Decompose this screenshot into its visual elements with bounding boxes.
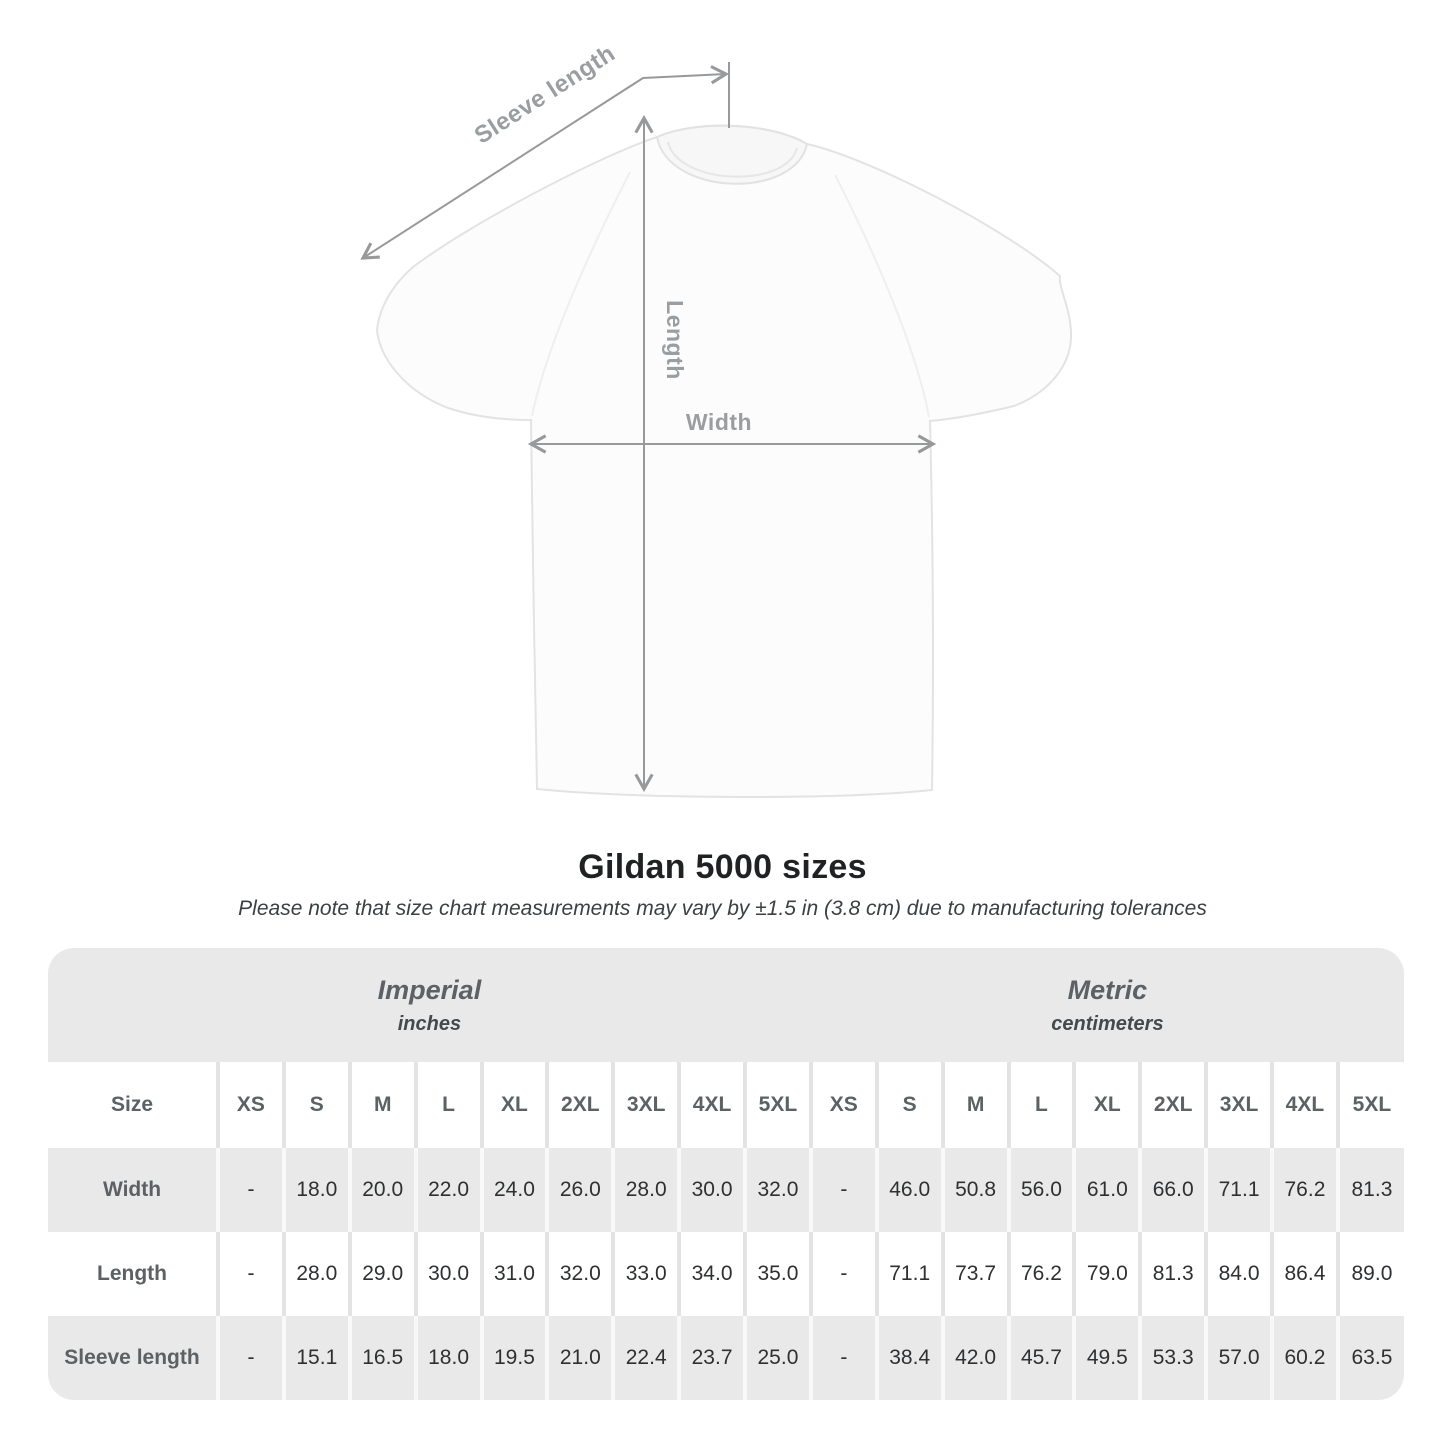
tolerance-note: Please note that size chart measurements may vary by ±1.5 in (3.8 cm) due to manufacturing tolerances bbox=[238, 897, 1207, 920]
imperial-value-cell: 32.0 bbox=[745, 1148, 811, 1232]
metric-value-cell: - bbox=[811, 1316, 877, 1400]
page-title: Gildan 5000 sizes bbox=[578, 848, 867, 886]
metric-value-cell: 46.0 bbox=[877, 1148, 943, 1232]
metric-value-cell: 81.3 bbox=[1140, 1232, 1206, 1316]
imperial-section-header bbox=[48, 948, 811, 1062]
imperial-unit: inches bbox=[397, 1012, 462, 1035]
metric-size-header-3xl: 3XL bbox=[1206, 1062, 1272, 1148]
imperial-value-cell: 34.0 bbox=[679, 1232, 745, 1316]
imperial-size-header-l: L bbox=[416, 1062, 482, 1148]
width-label: Width bbox=[685, 409, 753, 435]
size-column-header: Size bbox=[48, 1062, 218, 1148]
imperial-value-cell: 35.0 bbox=[745, 1232, 811, 1316]
metric-value-cell: 56.0 bbox=[1009, 1148, 1075, 1232]
imperial-value-cell: 19.5 bbox=[482, 1316, 548, 1400]
imperial-value-cell: 23.7 bbox=[679, 1316, 745, 1400]
imperial-value-cell: 16.5 bbox=[350, 1316, 416, 1400]
metric-size-header-4xl: 4XL bbox=[1272, 1062, 1338, 1148]
imperial-size-header-4xl: 4XL bbox=[679, 1062, 745, 1148]
metric-size-header-s: S bbox=[877, 1062, 943, 1148]
row-label: Length bbox=[48, 1232, 218, 1316]
metric-value-cell: 66.0 bbox=[1140, 1148, 1206, 1232]
imperial-value-cell: 22.4 bbox=[613, 1316, 679, 1400]
metric-value-cell: 86.4 bbox=[1272, 1232, 1338, 1316]
metric-value-cell: 71.1 bbox=[1206, 1148, 1272, 1232]
metric-value-cell: 57.0 bbox=[1206, 1316, 1272, 1400]
metric-value-cell: 76.2 bbox=[1009, 1232, 1075, 1316]
metric-value-cell: 79.0 bbox=[1074, 1232, 1140, 1316]
metric-value-cell: 84.0 bbox=[1206, 1232, 1272, 1316]
imperial-value-cell: 30.0 bbox=[679, 1148, 745, 1232]
imperial-value-cell: 24.0 bbox=[482, 1148, 548, 1232]
imperial-size-header-xl: XL bbox=[482, 1062, 548, 1148]
metric-size-header-xs: XS bbox=[811, 1062, 877, 1148]
metric-size-header-m: M bbox=[943, 1062, 1009, 1148]
length-label: Length bbox=[662, 300, 688, 380]
imperial-value-cell: - bbox=[218, 1316, 284, 1400]
metric-value-cell: 50.8 bbox=[943, 1148, 1009, 1232]
imperial-value-cell: 28.0 bbox=[613, 1148, 679, 1232]
metric-value-cell: 73.7 bbox=[943, 1232, 1009, 1316]
metric-value-cell: 71.1 bbox=[877, 1232, 943, 1316]
imperial-value-cell: 32.0 bbox=[547, 1232, 613, 1316]
imperial-size-header-2xl: 2XL bbox=[547, 1062, 613, 1148]
imperial-size-header-5xl: 5XL bbox=[745, 1062, 811, 1148]
metric-unit: centimeters bbox=[1051, 1012, 1164, 1035]
imperial-value-cell: 30.0 bbox=[416, 1232, 482, 1316]
imperial-value-cell: 21.0 bbox=[547, 1316, 613, 1400]
imperial-value-cell: 28.0 bbox=[284, 1232, 350, 1316]
imperial-value-cell: 15.1 bbox=[284, 1316, 350, 1400]
imperial-size-header-3xl: 3XL bbox=[613, 1062, 679, 1148]
imperial-value-cell: 33.0 bbox=[613, 1232, 679, 1316]
metric-value-cell: 76.2 bbox=[1272, 1148, 1338, 1232]
measurement-row-sleeve-length bbox=[48, 1316, 1404, 1400]
metric-label: Metric bbox=[1067, 974, 1148, 1005]
metric-value-cell: 60.2 bbox=[1272, 1316, 1338, 1400]
metric-section-header bbox=[811, 948, 1404, 1062]
imperial-value-cell: - bbox=[218, 1148, 284, 1232]
metric-value-cell: - bbox=[811, 1232, 877, 1316]
imperial-size-header-xs: XS bbox=[218, 1062, 284, 1148]
row-label: Sleeve length bbox=[48, 1316, 218, 1400]
metric-value-cell: 89.0 bbox=[1338, 1232, 1404, 1316]
size-table-grid bbox=[48, 948, 1404, 1400]
imperial-value-cell: 20.0 bbox=[350, 1148, 416, 1232]
imperial-value-cell: 26.0 bbox=[547, 1148, 613, 1232]
row-label: Width bbox=[48, 1148, 218, 1232]
imperial-value-cell: 31.0 bbox=[482, 1232, 548, 1316]
metric-size-header-2xl: 2XL bbox=[1140, 1062, 1206, 1148]
tshirt-graphic bbox=[377, 126, 1071, 797]
measurement-row-width bbox=[48, 1148, 1404, 1232]
imperial-label: Imperial bbox=[377, 974, 482, 1005]
metric-size-header-xl: XL bbox=[1074, 1062, 1140, 1148]
metric-size-header-l: L bbox=[1009, 1062, 1075, 1148]
metric-value-cell: 38.4 bbox=[877, 1316, 943, 1400]
size-table bbox=[48, 948, 1404, 1400]
imperial-value-cell: 22.0 bbox=[416, 1148, 482, 1232]
metric-value-cell: 53.3 bbox=[1140, 1316, 1206, 1400]
metric-value-cell: - bbox=[811, 1148, 877, 1232]
sleeve-length-label: Sleeve length bbox=[469, 39, 621, 150]
metric-value-cell: 49.5 bbox=[1074, 1316, 1140, 1400]
imperial-size-header-m: M bbox=[350, 1062, 416, 1148]
measurement-row-length bbox=[48, 1232, 1404, 1316]
size-header-row bbox=[48, 1062, 1404, 1148]
metric-value-cell: 42.0 bbox=[943, 1316, 1009, 1400]
imperial-size-header-s: S bbox=[284, 1062, 350, 1148]
imperial-value-cell: 18.0 bbox=[284, 1148, 350, 1232]
imperial-value-cell: 18.0 bbox=[416, 1316, 482, 1400]
metric-value-cell: 81.3 bbox=[1338, 1148, 1404, 1232]
imperial-value-cell: 25.0 bbox=[745, 1316, 811, 1400]
metric-value-cell: 61.0 bbox=[1074, 1148, 1140, 1232]
imperial-value-cell: 29.0 bbox=[350, 1232, 416, 1316]
imperial-value-cell: - bbox=[218, 1232, 284, 1316]
metric-value-cell: 45.7 bbox=[1009, 1316, 1075, 1400]
metric-value-cell: 63.5 bbox=[1338, 1316, 1404, 1400]
metric-size-header-5xl: 5XL bbox=[1338, 1062, 1404, 1148]
units-header-row bbox=[48, 948, 1404, 1062]
